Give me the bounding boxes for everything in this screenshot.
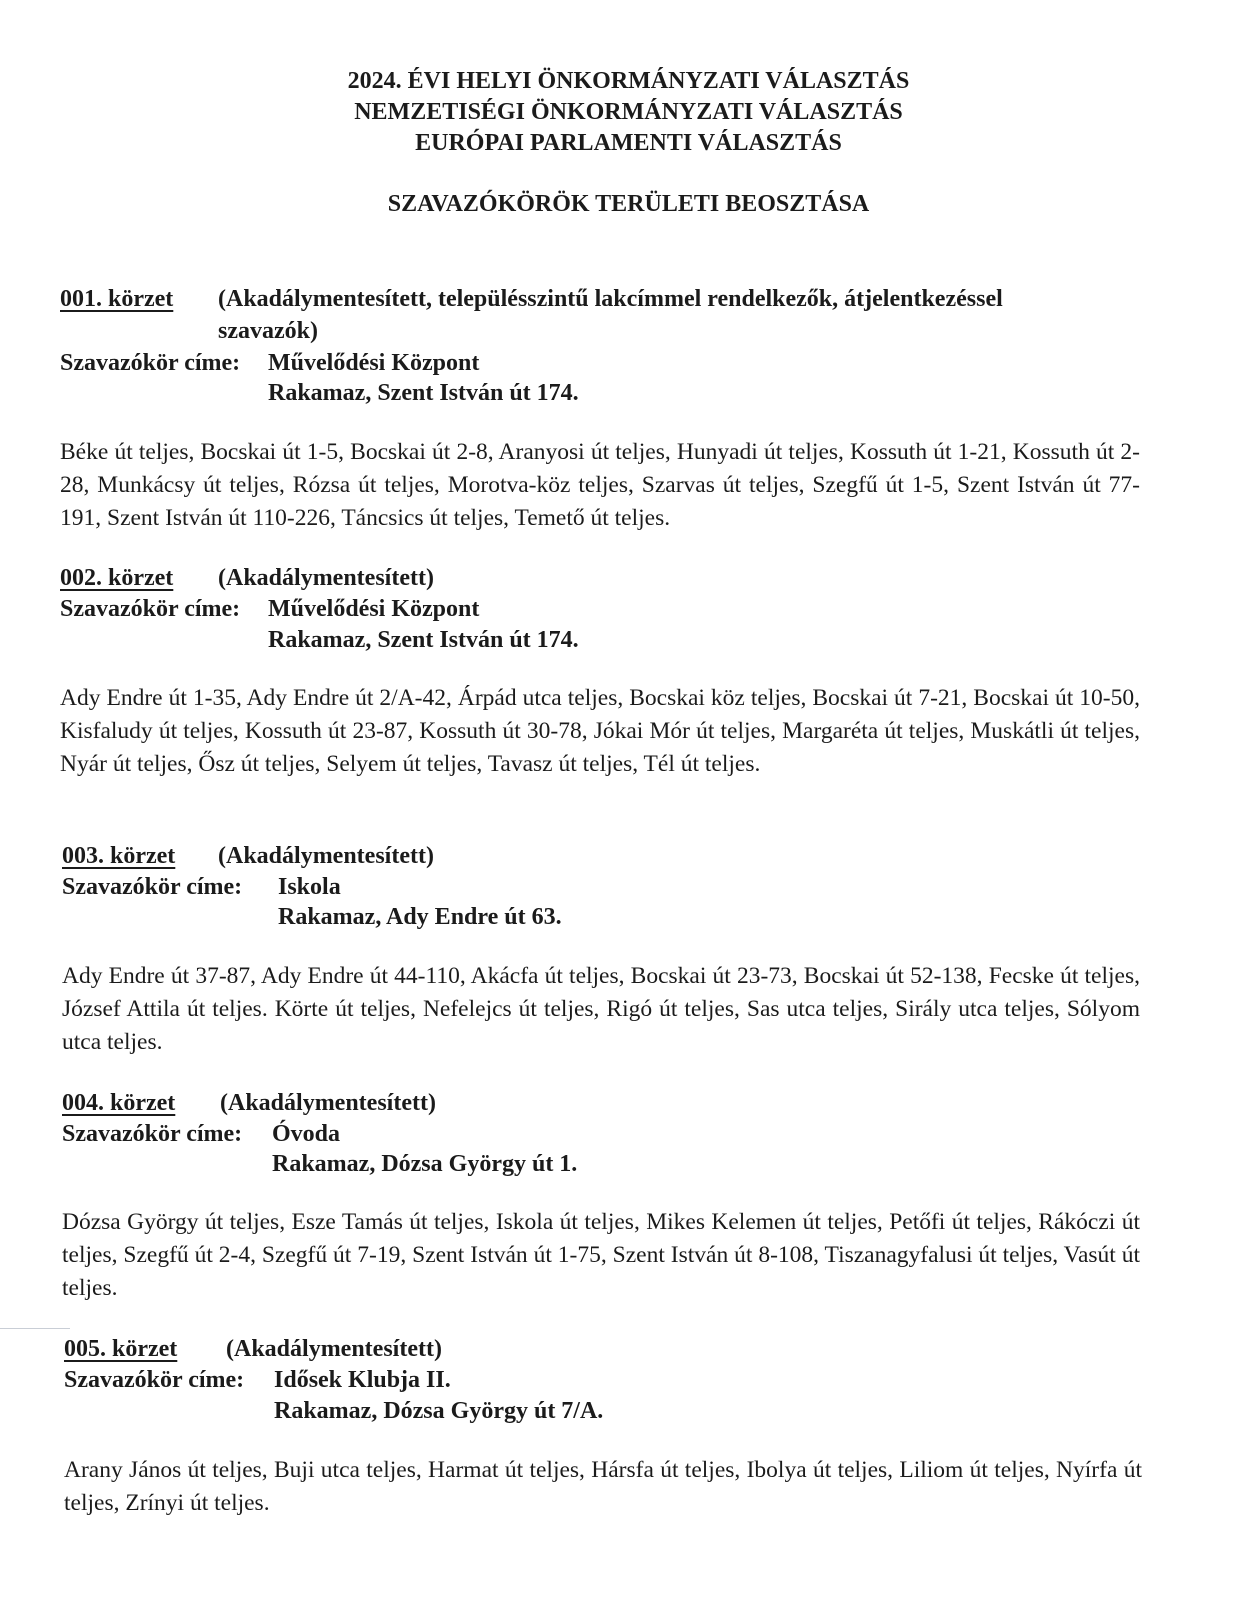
district-name: 004. körzet — [62, 1090, 176, 1116]
district-note: (Akadálymentesített) — [226, 1336, 442, 1362]
venue-name: Művelődési Központ — [268, 350, 480, 376]
address-label: Szavazókör címe: — [60, 596, 241, 622]
scan-artifact-line — [0, 1328, 70, 1329]
venue-address: Rakamaz, Dózsa György út 1. — [272, 1151, 578, 1177]
street-list: Ady Endre út 1-35, Ady Endre út 2/A-42, Árpád utca teljes, Bocskai köz teljes, Bocskai út 7-21, Bocskai út 10-50, Kisfaludy út teljes, Kossuth út 23-87, Kossuth út 30-78, Jókai Mór út teljes, Margaréta út teljes, Muskátli út teljes, Nyár út teljes, Ősz út teljes, Selyem út teljes, Tavasz út teljes, Tél út teljes. — [60, 685, 1140, 777]
address-label: Szavazókör címe: — [64, 1367, 245, 1393]
header-line-3: EURÓPAI PARLAMENTI VÁLASZTÁS — [415, 130, 842, 156]
street-list: Béke út teljes, Bocskai út 1-5, Bocskai út 2-8, Aranyosi út teljes, Hunyadi út teljes, Kossuth út 1-21, Kossuth út 2-28, Munkácsy út teljes, Rózsa út teljes, Morotva-köz teljes, Szarvas út teljes, Szegfű út 1-5, Szent István út 77-191, Szent István út 110-226, Táncsics út teljes, Temető út teljes. — [60, 439, 1140, 531]
district-note: (Akadálymentesített) — [218, 565, 434, 591]
venue-name: Művelődési Központ — [268, 596, 480, 622]
district-note: (Akadálymentesített) — [218, 843, 434, 869]
venue-name: Idősek Klubja II. — [274, 1367, 451, 1393]
document-header — [0, 66, 1257, 159]
venue-name: Óvoda — [272, 1121, 341, 1147]
address-label: Szavazókör címe: — [60, 350, 241, 376]
district-name: 005. körzet — [64, 1336, 178, 1362]
venue-address: Rakamaz, Szent István út 174. — [268, 380, 579, 406]
document-subtitle: SZAVAZÓKÖRÖK TERÜLETI BEOSZTÁSA — [387, 191, 870, 217]
street-list: Ady Endre út 37-87, Ady Endre út 44-110, Akácfa út teljes, Bocskai út 23-73, Bocskai út 52-138, Fecske út teljes, József Attila út teljes. Körte út teljes, Nefelejcs út teljes, Rigó út teljes, Sas utca teljes, Sirály utca teljes, Sólyom utca teljes. — [62, 963, 1140, 1055]
venue-address: Rakamaz, Dózsa György út 7/A. — [274, 1398, 604, 1424]
venue-address: Rakamaz, Szent István út 174. — [268, 627, 579, 653]
street-list: Dózsa György út teljes, Esze Tamás út teljes, Iskola út teljes, Mikes Kelemen út teljes, Petőfi út teljes, Rákóczi út teljes, Szegfű út 2-4, Szegfű út 7-19, Szent István út 1-75, Szent István út 8-108, Tiszanagyfalusi út teljes, Vasút út teljes. — [62, 1209, 1140, 1301]
venue-name: Iskola — [278, 874, 341, 900]
district-name: 002. körzet — [60, 565, 174, 591]
district-note: (Akadálymentesített, településszintű lakcímmel rendelkezők, átjelentkezéssel — [218, 286, 1003, 312]
district-note-continued: szavazók) — [218, 318, 318, 344]
venue-address: Rakamaz, Ady Endre út 63. — [278, 904, 562, 930]
header-line-1: 2024. ÉVI HELYI ÖNKORMÁNYZATI VÁLASZTÁS — [347, 68, 910, 94]
district-note: (Akadálymentesített) — [220, 1090, 436, 1116]
address-label: Szavazókör címe: — [62, 874, 243, 900]
district-name: 003. körzet — [62, 843, 176, 869]
header-line-2: NEMZETISÉGI ÖNKORMÁNYZATI VÁLASZTÁS — [354, 99, 903, 125]
address-label: Szavazókör címe: — [62, 1121, 243, 1147]
street-list: Arany János út teljes, Buji utca teljes, Harmat út teljes, Hársfa út teljes, Ibolya út teljes, Liliom út teljes, Nyírfa út teljes, Zrínyi út teljes. — [64, 1457, 1142, 1516]
district-name: 001. körzet — [60, 286, 174, 312]
